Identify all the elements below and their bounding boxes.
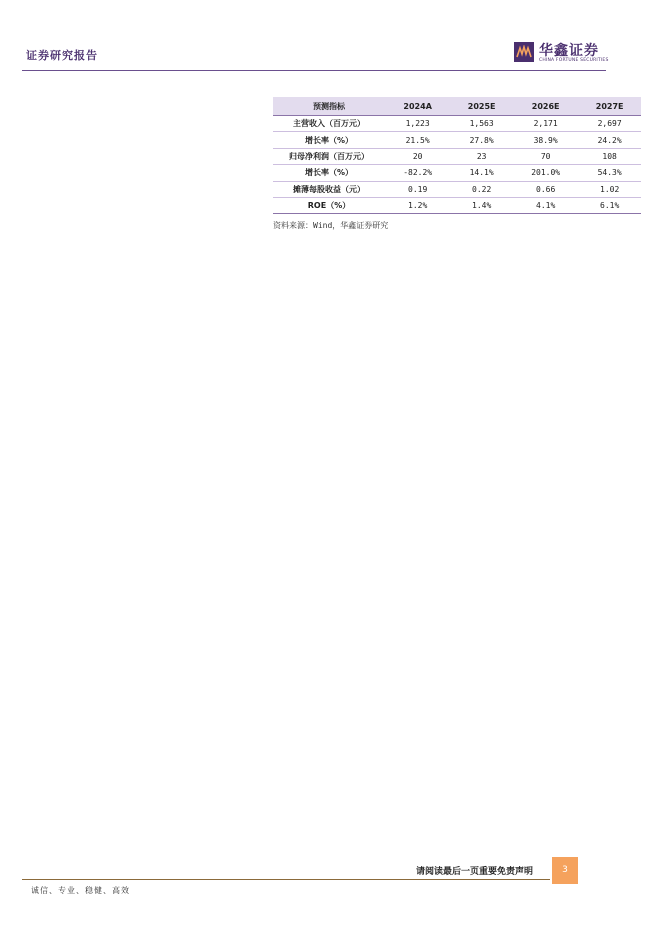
table-cell: 27.8% xyxy=(450,132,513,148)
table-cell: 0.22 xyxy=(450,181,513,197)
table-cell: 2,697 xyxy=(578,116,641,132)
footer-divider xyxy=(22,879,550,880)
disclaimer-link: 请阅读最后一页重要免责声明 xyxy=(416,867,534,877)
row-label: 摊薄每股收益（元） xyxy=(273,181,385,197)
table-cell: 2,171 xyxy=(513,116,578,132)
table-row xyxy=(273,165,641,181)
row-label: ROE（%） xyxy=(273,197,385,213)
table-cell: 54.3% xyxy=(578,165,641,181)
row-label: 增长率（%） xyxy=(273,165,385,181)
table-row xyxy=(273,197,641,213)
table-cell: 0.19 xyxy=(385,181,450,197)
row-label: 归母净利润（百万元） xyxy=(273,148,385,164)
table-cell: 21.5% xyxy=(385,132,450,148)
table-row xyxy=(273,132,641,148)
logo-mark-icon xyxy=(514,42,534,62)
table-cell: 201.0% xyxy=(513,165,578,181)
row-label: 主营收入（百万元） xyxy=(273,116,385,132)
table-cell: 1,223 xyxy=(385,116,450,132)
header-divider xyxy=(22,70,606,71)
table-cell: 20 xyxy=(385,148,450,164)
column-header: 2026E xyxy=(513,97,578,116)
table-cell: 0.66 xyxy=(513,181,578,197)
data-source-note: 资料来源：Wind，华鑫证券研究 xyxy=(273,221,389,230)
table-cell: 38.9% xyxy=(513,132,578,148)
page-number-badge: 3 xyxy=(552,857,578,884)
table-cell: 6.1% xyxy=(578,197,641,213)
logo-text-cn: 华鑫证券 xyxy=(539,43,599,59)
column-header: 2024A xyxy=(385,97,450,116)
table-cell: 4.1% xyxy=(513,197,578,213)
table-cell: 1,563 xyxy=(450,116,513,132)
company-logo xyxy=(514,42,609,66)
column-header: 2025E xyxy=(450,97,513,116)
forecast-table xyxy=(273,97,641,214)
table-cell: 70 xyxy=(513,148,578,164)
table-cell: 1.4% xyxy=(450,197,513,213)
table-cell: 23 xyxy=(450,148,513,164)
table-cell: 24.2% xyxy=(578,132,641,148)
table-row xyxy=(273,116,641,132)
row-label: 增长率（%） xyxy=(273,132,385,148)
table-cell: 1.2% xyxy=(385,197,450,213)
column-header: 2027E xyxy=(578,97,641,116)
logo-text-en: CHINA FORTUNE SECURITIES xyxy=(539,58,609,63)
report-type-title: 证券研究报告 xyxy=(26,49,98,62)
column-header: 预测指标 xyxy=(273,97,385,116)
table-cell: -82.2% xyxy=(385,165,450,181)
table-cell: 108 xyxy=(578,148,641,164)
table-header-row xyxy=(273,97,641,116)
footer-slogan: 诚信、专业、稳健、高效 xyxy=(31,886,130,895)
table-row xyxy=(273,181,641,197)
table-cell: 1.02 xyxy=(578,181,641,197)
table-row xyxy=(273,148,641,164)
table-cell: 14.1% xyxy=(450,165,513,181)
